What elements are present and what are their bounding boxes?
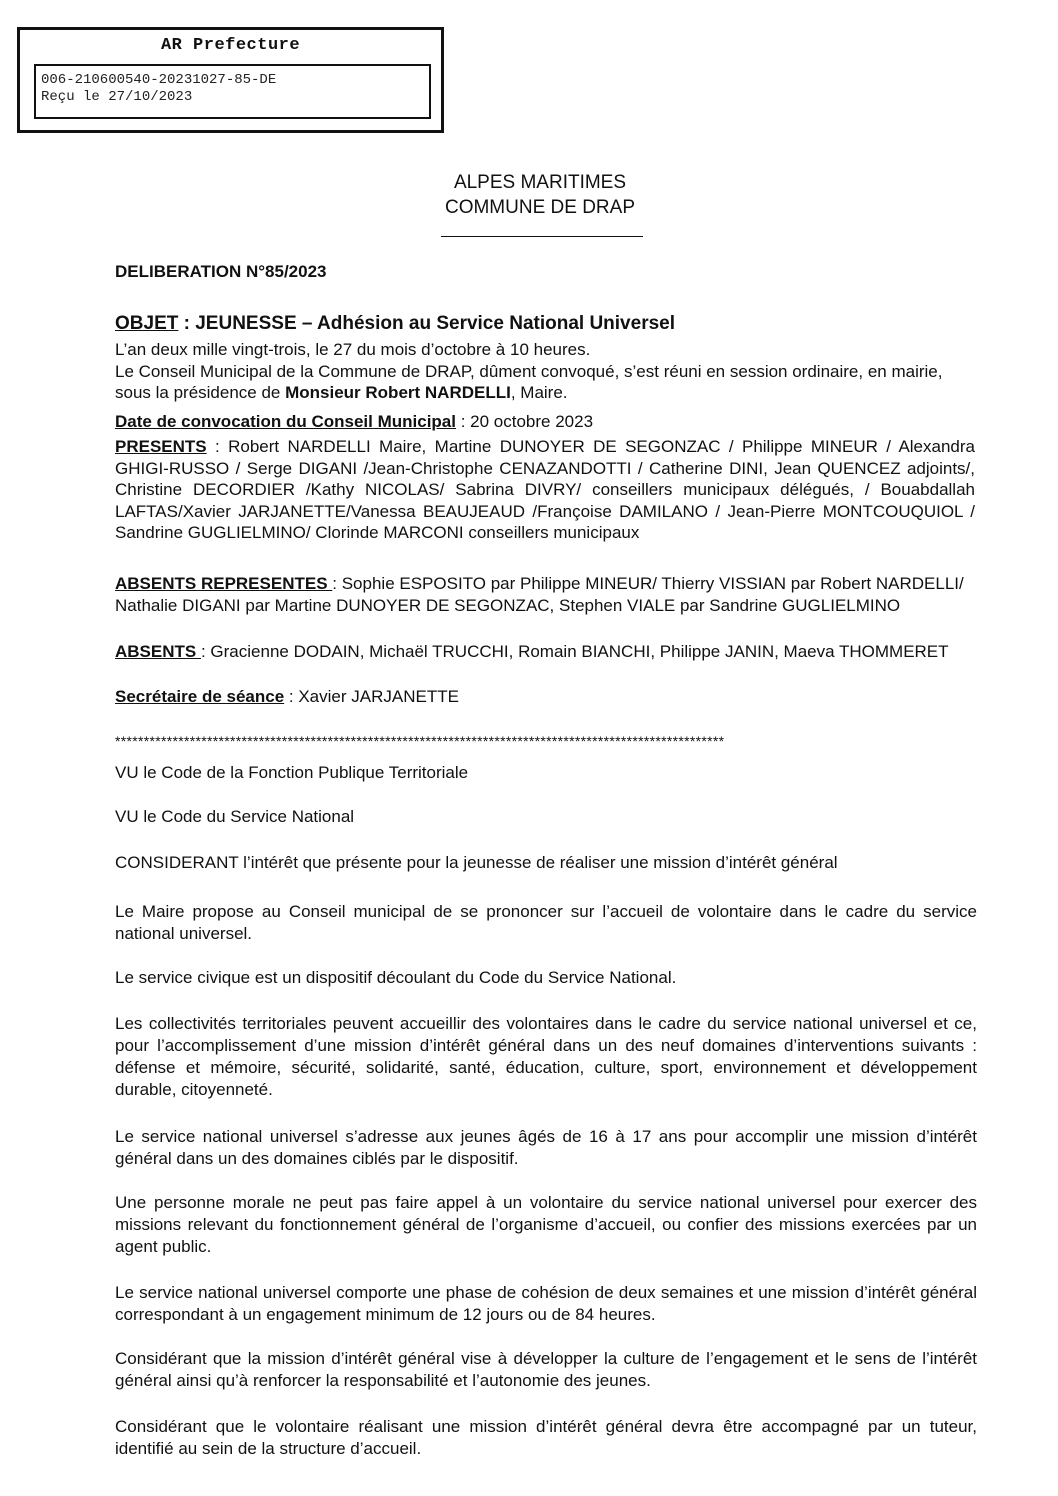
session-intro — [115, 339, 975, 404]
header-divider — [441, 236, 643, 237]
session-date: L’an deux mille vingt-trois, le 27 du mois d’octobre à 10 heures. — [115, 340, 591, 359]
paragraph-jeunes-ages: Le service national universel s’adresse aux jeunes âgés de 16 à 17 ans pour accomplir une mission d’intérêt général dans un des domaines ciblés par le dispositif. — [115, 1127, 977, 1168]
presents-section — [115, 436, 975, 544]
absents-representes-label: ABSENTS REPRESENTES — [115, 574, 333, 593]
convocation-label: Date de convocation du Conseil Municipal — [115, 412, 456, 431]
objet-label: OBJET — [115, 313, 179, 334]
stamp-reference: 006-210600540-20231027-85-DE — [41, 72, 277, 88]
absents-section — [115, 641, 975, 663]
president-name: Monsieur Robert NARDELLI — [285, 383, 511, 402]
absents-representes-section — [115, 573, 975, 616]
paragraph-considerant-interet: CONSIDERANT l’intérêt que présente pour la jeunesse de réaliser une mission d’intérêt général — [115, 853, 838, 872]
stamp-title: AR Prefecture — [160, 36, 301, 55]
absents-label: ABSENTS — [115, 642, 201, 661]
president-role: , Maire. — [510, 383, 568, 402]
secretaire-name: : Xavier JARJANETTE — [284, 687, 459, 706]
deliberation-number: DELIBERATION N°85/2023 — [115, 262, 327, 281]
paragraph-cohesion: Le service national universel comporte une phase de cohésion de deux semaines et une mission d’intérêt général correspondant à un engagement minimum de 12 jours ou de 84 heures. — [115, 1283, 977, 1324]
commune-name: COMMUNE DE DRAP — [444, 197, 635, 218]
absents-list: : Gracienne DODAIN, Michaël TRUCCHI, Romain BIANCHI, Philippe JANIN, Maeva THOMMERET — [200, 642, 949, 661]
paragraph-service-civique: Le service civique est un dispositif découlant du Code du Service National. — [115, 968, 677, 987]
secretaire-label: Secrétaire de séance — [115, 687, 285, 706]
prefecture-stamp — [17, 27, 444, 133]
convocation-date — [115, 411, 975, 433]
secretaire-section — [115, 686, 975, 708]
stamp-reference-box — [34, 64, 431, 119]
separator-line: ********************************************************************************************************** — [115, 733, 725, 749]
paragraph-maire-propose: Le Maire propose au Conseil municipal de se prononcer sur l’accueil de volontaire dans le cadre du service national universel. — [115, 902, 977, 943]
paragraph-considerant-culture: Considérant que la mission d’intérêt général vise à développer la culture de l’engagement et le sens de l’intérêt général ainsi qu’à renforcer la responsabilité et l’autonomie des jeunes. — [115, 1349, 977, 1390]
paragraph-personne-morale: Une personne morale ne peut pas faire appel à un volontaire du service national universel pour exercer des missions relevant du fonctionnement général de l’organisme d’accueil, ou confier des missions exercées par un agent public. — [115, 1193, 977, 1256]
paragraph-vu-fonction-publique: VU le Code de la Fonction Publique Territoriale — [115, 763, 469, 782]
presents-list: : Robert NARDELLI Maire, Martine DUNOYER DE SEGONZAC / Philippe MINEUR / Alexandra GHIGI-RUSSO / Serge DIGANI /Jean-Christophe CENAZANDOTTI / Catherine DINI, Jean QUENCEZ adjoints/, Christine DECORDIER /Kathy NICOLAS/ Sabrina DIVRY/ conseillers municipaux délégués, / Bouabdallah LAFTAS/Xavier JARJANETTE/Vanessa BEAUJEAUD /Françoise DAMILANO / Jean-Pierre MONTCOUQUIOL / Sandrine GUGLIELMINO/ Clorinde MARCONI conseillers municipaux — [115, 437, 975, 542]
objet-heading — [115, 313, 675, 335]
convocation-value: : 20 octobre 2023 — [456, 412, 594, 431]
stamp-received-date: Reçu le 27/10/2023 — [41, 89, 193, 105]
session-description — [115, 361, 975, 404]
paragraph-considerant-tuteur: Considérant que le volontaire réalisant une mission d’intérêt général devra être accompagné par un tuteur, identifié au sein de la structure d’accueil. — [115, 1417, 977, 1458]
objet-text: : JEUNESSE – Adhésion au Service National Universel — [178, 313, 675, 334]
session-text: Le Conseil Municipal de la Commune de DRAP, dûment convoqué, s’est réuni en session ordinaire, en mairie, sous la présidence de — [115, 361, 943, 402]
absents-representes-list: : Sophie ESPOSITO par Philippe MINEUR/ Thierry VISSIAN par Robert NARDELLI/ Nathalie DIGANI par Martine DUNOYER DE SEGONZAC, Stephen VIALE par Sandrine GUGLIELMINO — [115, 574, 964, 615]
department-name: ALPES MARITIMES — [453, 172, 627, 193]
paragraph-collectivites: Les collectivités territoriales peuvent accueillir des volontaires dans le cadre du service national universel et ce, pour l’accomplissement d’une mission d’intérêt général dans un des neuf domaines d’interventions suivants : défense et mémoire, sécurité, solidarité, santé, éducation, culture, sport, environnement et développement durable, citoyenneté. — [115, 1014, 977, 1099]
presents-label: PRESENTS — [115, 437, 207, 456]
paragraph-vu-service-national: VU le Code du Service National — [115, 807, 355, 826]
